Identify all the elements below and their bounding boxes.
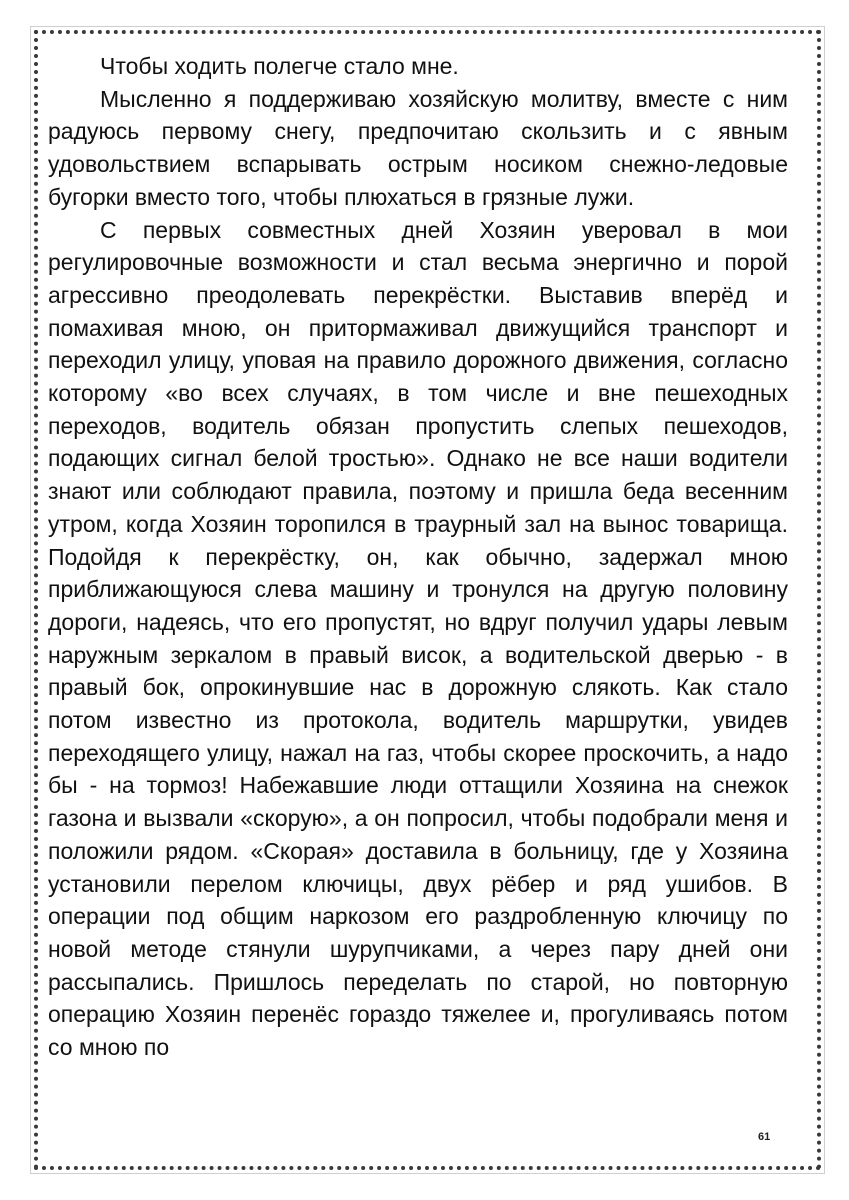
body-text [48, 50, 788, 1064]
page-number: 61 [758, 1131, 771, 1143]
paragraph-2: Мысленно я поддерживаю хозяйскую молитву, вместе с ним радуюсь первому снегу, предпочитаю скользить и с явным удовольствием вспарывать острым носиком снежно-ледовые бугорки вместо того, чтобы плюхаться в грязные лужи. [48, 85, 788, 210]
paragraph-1: Чтобы ходить полегче стало мне. [100, 53, 459, 79]
paragraph-3: С первых совместных дней Хозяин уверовал в мои регулировочные возможности и стал весьма энергично и порой агрессивно преодолевать перекрёстки. Выставив вперёд и помахивая мною, он притормаживал движущийся транспорт и переходил улицу, уповая на правило дорожного движения, согласно которому «во всех случаях, в том числе и вне пешеходных переходов, водитель обязан пропустить слепых пешеходов, подающих сигнал белой тростью». Однако не все наши водители знают или соблюдают правила, поэтому и пришла беда весенним утром, когда Хозяин торопился в траурный зал на вынос товарища. Подойдя к перекрёстку, он, как обычно, задержал мною приближающуюся слева машину и тронулся на другую половину дороги, надеясь, что его пропустят, но вдруг получил удары левым наружным зеркалом в правый висок, а водительской дверью - в правый бок, опрокинувшие нас в дорожную слякоть. Как стало потом известно из протокола, водитель маршрутки, увидев переходящего улицу, нажал на газ, чтобы скорее проскочить, а надо бы - на тормоз! Набежавшие люди оттащили Хозяина на снежок газона и вызвали «скорую», а он попросил, чтобы подобрали меня и положили рядом. «Скорая» доставила в больницу, где у Хозяина установили перелом ключицы, двух рёбер и ряд ушибов. В операции под общим наркозом его раздробленную ключицу по новой методе стянули шурупчиками, а через пару дней они рассыпались. Пришлось переделать по старой, но повторную операцию Хозяин перенёс гораздо тяжелее и, прогуливаясь потом со мною по [48, 216, 788, 1061]
